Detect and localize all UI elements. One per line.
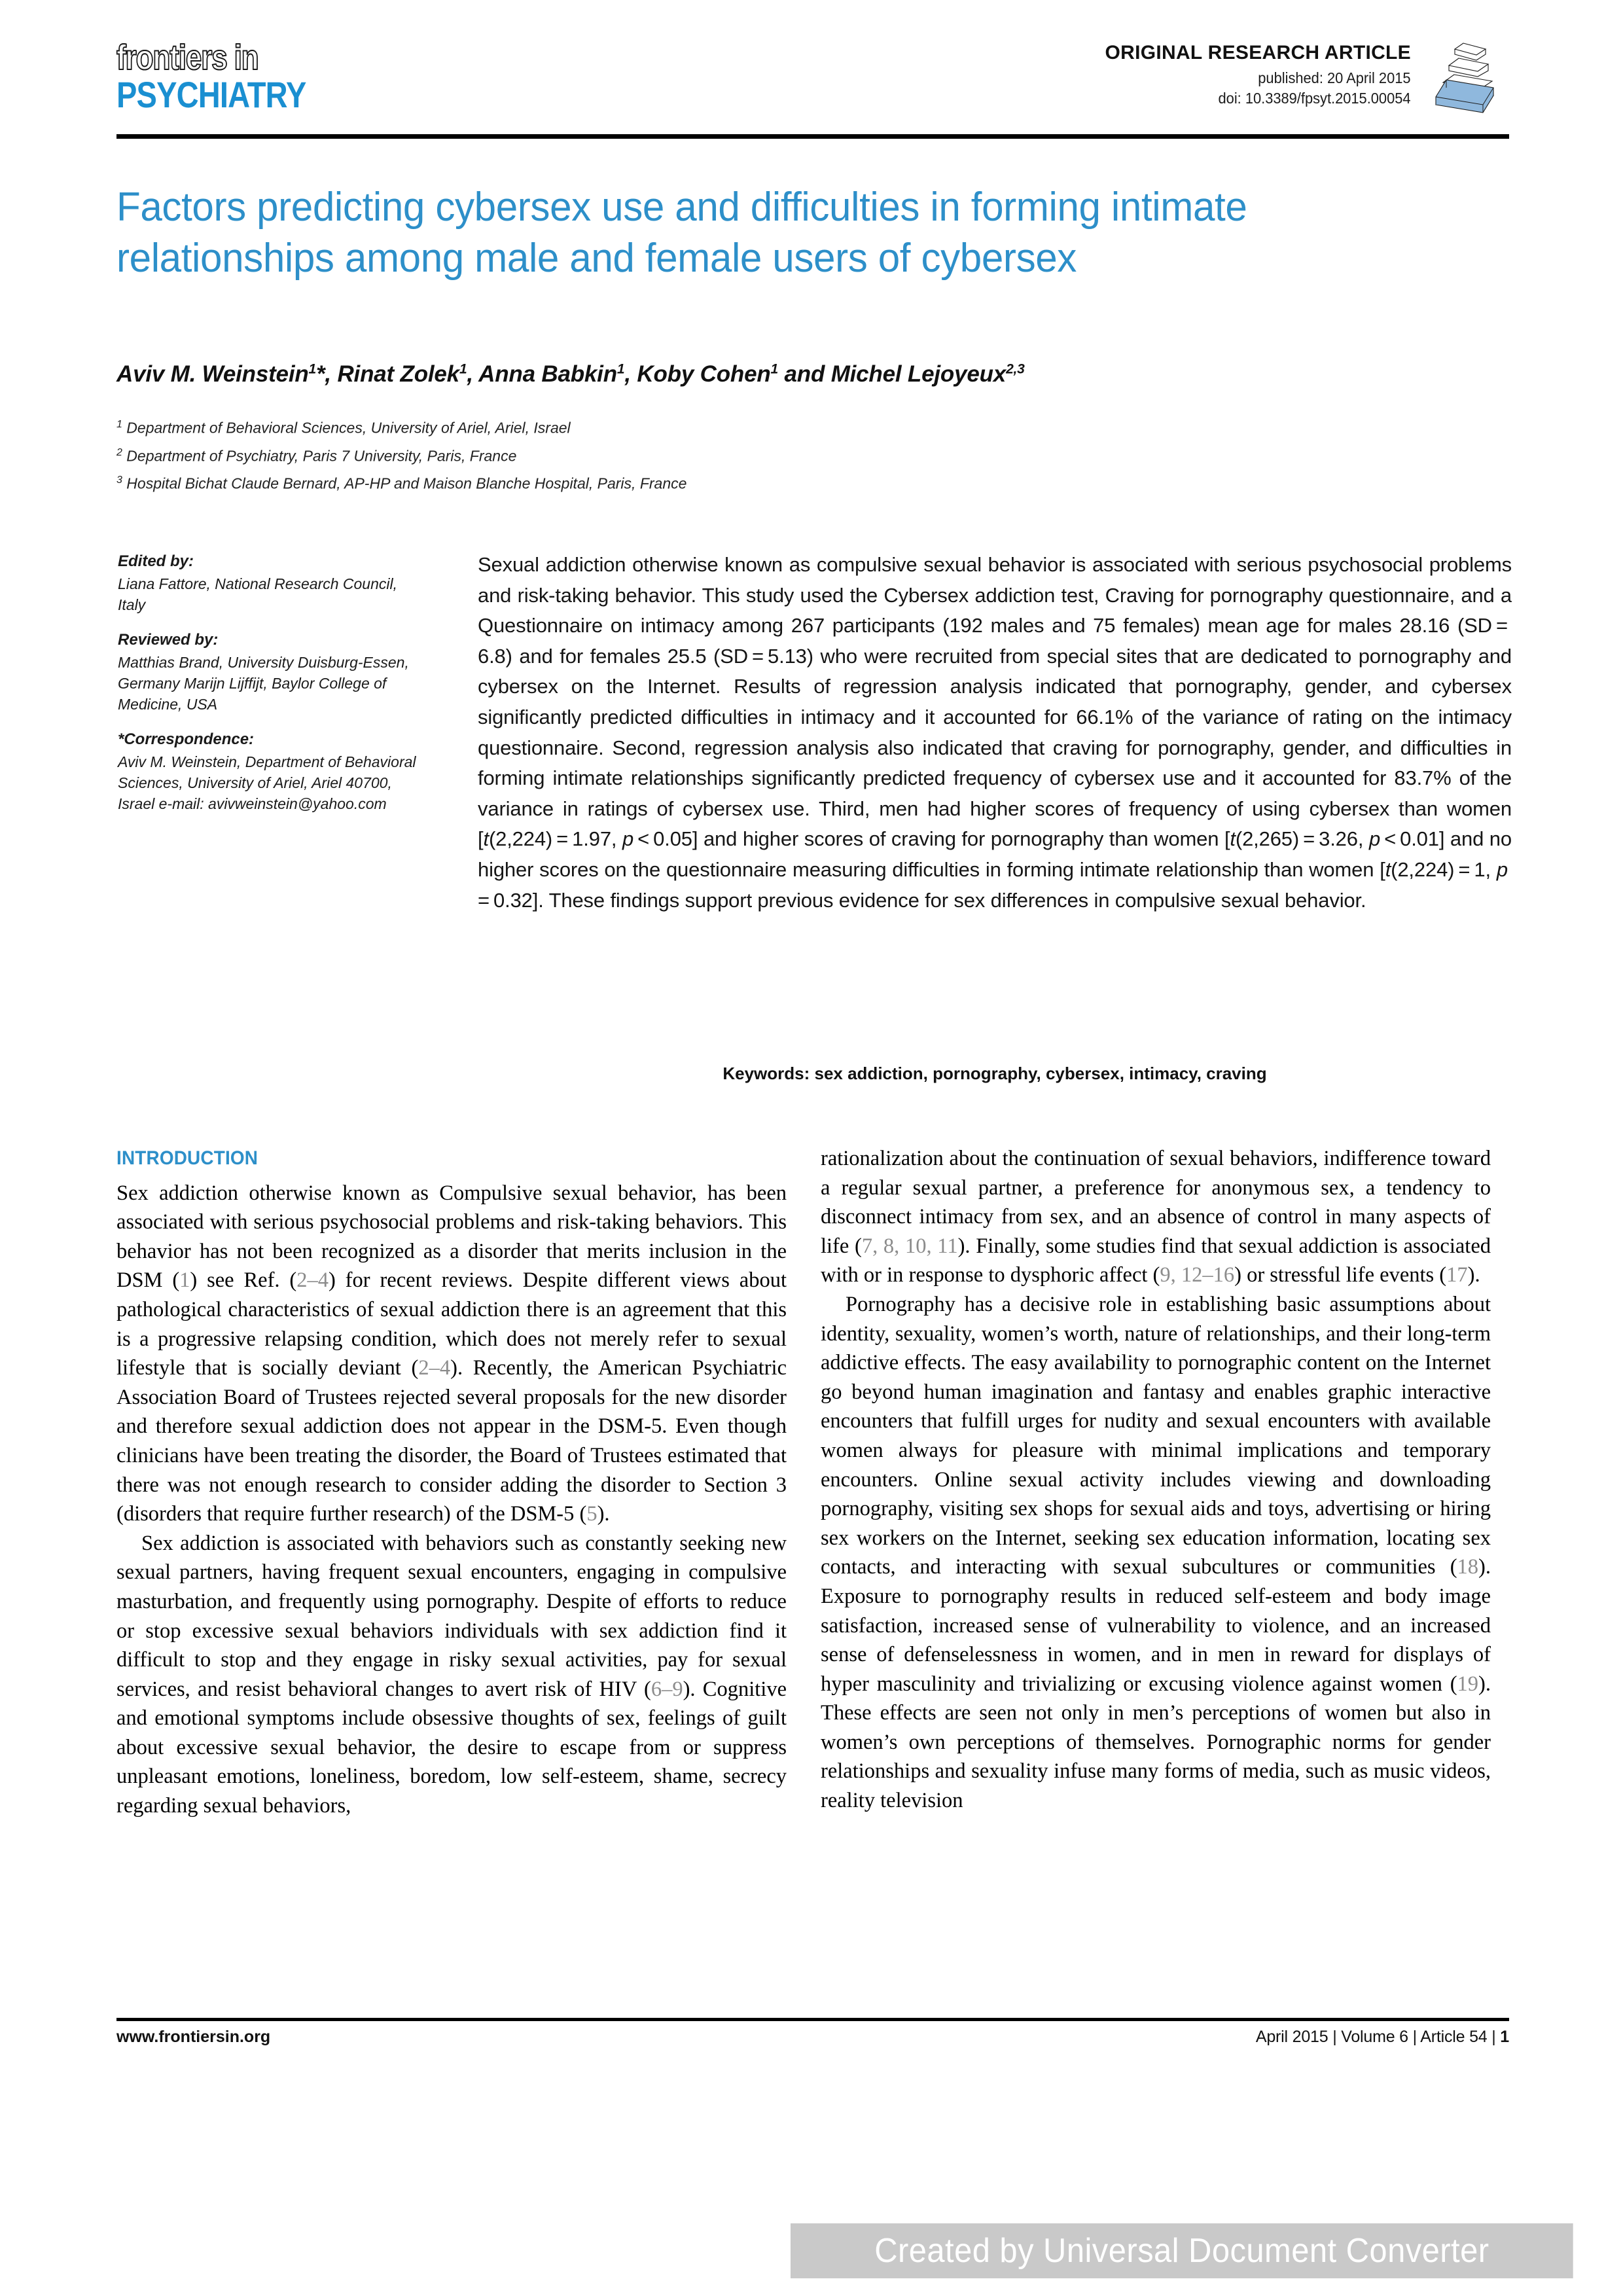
paragraph: Pornography has a decisive role in establishing basic assumptions about identity, sexuality, women’s worth, nature of relationships, and their long-term addictive effects. The easy availability to pornographic content on the Internet go beyond human imagination and fantasy and enables graphic interactive encounters that fulfill urges for nudity and sexual encounters with available women always for pleasure with minimal implications and temporary encounters. Online sexual activity includes viewing and downloading pornography, visiting sex shops for sexual aids and toys, advertising or hiring sex workers on the Internet, seeking sex education information, locating sex contacts, and interacting with sexual subcultures or communities (18). Exposure to pornography results in reduced self-esteem and body image satisfaction, increased sense of vulnerability to violence, and an increased sense of defenselessness in women, and in men in reward for displays of hyper masculinity and trivializing or excusing violence against women (19). These effects are seen not only in men’s perceptions of women but also in women’s own perceptions of themselves. Pornographic norms for gender relationships and sexuality infuse many forms of media, such as music videos, reality television (821, 1292, 1491, 1813)
footer-issue-info: April 2015 | Volume 6 | Article 54 | 1 (1255, 2028, 1509, 2046)
body-column-left (116, 1144, 787, 1821)
masthead (116, 38, 1509, 132)
frontiers-stacked-layers-icon (1423, 41, 1508, 118)
edited-by-label: Edited by: (118, 552, 194, 570)
journal-logo-psychiatry: PSYCHIATRY (116, 74, 306, 115)
journal-logo (116, 38, 483, 115)
correspondence-label: *Correspondence: (118, 730, 255, 748)
footer-website-link[interactable]: www.frontiersin.org (116, 2028, 271, 2046)
keywords-line: Keywords: sex addiction, pornography, cybersex, intimacy, craving (722, 1064, 1267, 1083)
journal-logo-frontiers: frontiers in (116, 38, 259, 77)
paragraph: Sex addiction is associated with behaviors such as constantly seeking new sexual partners, having frequent sexual encounters, engaging in compulsive masturbation, and frequently using pornography. Despite of efforts to reduce or stop excessive sexual behaviors individuals with sex addiction find it difficult to stop and they engage in risky sexual activities, pay for sexual services, and resist behavioral changes to avert risk of HIV (6–9). Cognitive and emotional symptoms include obsessive thoughts of sex, feelings of guilt about excessive sexual behavior, the desire to escape from or suppress unpleasant emotions, loneliness, boredom, low self-esteem, shame, secrecy regarding sexual behaviors, (116, 1531, 787, 1818)
edited-by-value: Liana Fattore, National Research Council, Italy (118, 575, 398, 613)
header-meta (1105, 42, 1411, 109)
editorial-sidebar (118, 551, 425, 814)
footer-divider (116, 2018, 1509, 2021)
paragraph: rationalization about the continuation of sexual behaviors, indifference toward a regular sexual partner, a preference for anonymous sex, a tendency to disconnect intimacy from sex, and an absence of control in many aspects of life (7, 8, 10, 11). Finally, some studies find that sexual addiction is associated with or in response to dysphoric affect (9, 12–16) or stressful life events (17). (821, 1147, 1491, 1287)
correspondence-value[interactable]: Aviv M. Weinstein, Department of Behavioral Sciences, University of Ariel, Ariel 40700, Israel e-mail: avivweinstein@yahoo.com (118, 753, 416, 812)
body-column-right (821, 1144, 1491, 1816)
affiliation-list (116, 412, 1229, 496)
header-divider (116, 134, 1509, 139)
page-footer (116, 2028, 1509, 2047)
affiliation-item: $^2$ Department of Psychiatry, Paris 7 University, Paris, France (116, 446, 517, 465)
author-list: Aviv M. Weinstein$^1$*, Rinat Zolek$^1$, Anna Babkin$^1$, Koby Cohen$^1$ and Michel Lejoyeux$^{2,3}$ (116, 361, 1025, 387)
page-title: Factors predicting cybersex use and difficulties in forming intimate relationships among male and female users of cybersex (116, 184, 1247, 281)
converter-watermark: Created by Universal Document Converter (791, 2223, 1573, 2278)
page-number: 1 (1500, 2028, 1509, 2046)
doi-text[interactable]: doi: 10.3389/fpsyt.2015.00054 (1218, 90, 1411, 107)
abstract-text: Sexual addiction otherwise known as compulsive sexual behavior is associated with serious psychosocial problems and risk-taking behavior. This study used the Cybersex addiction test, Craving for pornography questionnaire, and a Questionnaire on intimacy among 267 participants (192 males and 75 females) mean age for males 28.16 (SD = 6.8) and for females 25.5 (SD = 5.13) who were recruited from special sites that are dedicated to pornography and cybersex on the Internet. Results of regression analysis indicated that pornography, gender, and cybersex significantly predicted difficulties in intimacy and it accounted for 66.1% of the variance of rating on the intimacy questionnaire. Second, regression analysis also indicated that craving for pornography, gender, and difficulties in forming intimate relationships significantly predicted frequency of cybersex use and it accounted for 83.7% of the variance in ratings of cybersex use. Third, men had higher scores of frequency of using cybersex than women [t(2,224) = 1.97, p < 0.05] and higher scores of craving for pornography than women [t(2,265) = 3.26, p < 0.01] and no higher scores on the questionnaire measuring difficulties in forming intimate relationship than women [t(2,224) = 1, p = 0.32]. These findings support previous evidence for sex differences in compulsive sexual behavior. (478, 553, 1512, 912)
reviewed-by-label: Reviewed by: (118, 631, 219, 649)
affiliation-item: $^1$ Department of Behavioral Sciences, University of Ariel, Ariel, Israel (116, 419, 571, 437)
section-heading-introduction: INTRODUCTION (116, 1147, 259, 1169)
paragraph: Sex addiction otherwise known as Compulsive sexual behavior, has been associated with serious psychosocial problems and risk-taking behaviors. This behavior has not been recognized as a disorder that merits inclusion in the DSM (1) see Ref. (2–4) for recent reviews. Despite different views about pathological characteristics of sexual addiction there is an agreement that this is a progressive relapsing condition, which does not merely refer to sexual lifestyle that is socially deviant (2–4). Recently, the American Psychiatric Association Board of Trustees rejected several proposals for the new disorder and therefore sexual addiction does not appear in the DSM-5. Even though clinicians have been treating the disorder, the Board of Trustees estimated that there was not enough research to consider adding the disorder to Section 3 (disorders that require further research) of the DSM-5 (5). (116, 1181, 787, 1526)
published-date: published: 20 April 2015 (1258, 69, 1411, 86)
article-type-label: ORIGINAL RESEARCH ARTICLE (1105, 42, 1411, 63)
reviewed-by-value: Matthias Brand, University Duisburg-Essen, Germany Marijn Lijffijt, Baylor College of Medicine, USA (118, 654, 409, 713)
affiliation-item: $^3$ Hospital Bichat Claude Bernard, AP-HP and Maison Blanche Hospital, Paris, France (116, 475, 687, 492)
